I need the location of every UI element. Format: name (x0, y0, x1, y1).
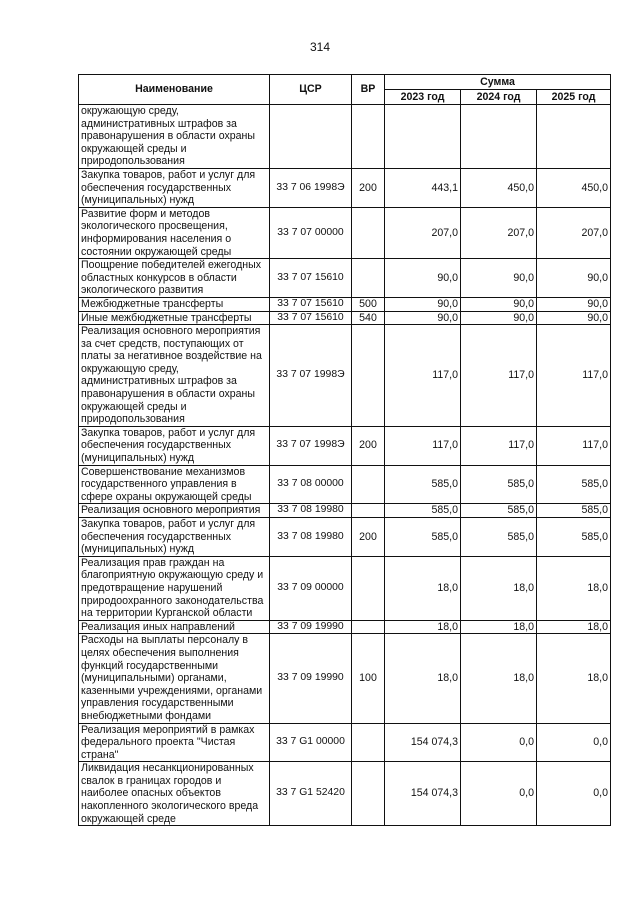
cell-name: Реализация основного мероприятия за счет средств, поступающих от платы за негативное воздействие на окружающую среду, административных штрафов за правонарушения в области охраны окружающей среды и природопользования (79, 325, 270, 427)
header-vr: ВР (352, 75, 385, 105)
cell-2024: 585,0 (461, 518, 537, 557)
cell-2024: 450,0 (461, 168, 537, 207)
cell-2025: 90,0 (537, 259, 611, 298)
cell-2025: 18,0 (537, 634, 611, 723)
cell-name: Закупка товаров, работ и услуг для обеспечения государственных (муниципальных) нужд (79, 518, 270, 557)
table-row (79, 426, 611, 465)
cell-csr: 33 7 09 19990 (270, 620, 352, 634)
cell-csr: 33 7 G1 00000 (270, 723, 352, 762)
cell-name: Расходы на выплаты персоналу в целях обеспечения выполнения функций государственными (муниципальными) органами, казенными учреждениями, органами управления государственными внебюджетными фондами (79, 634, 270, 723)
table-row (79, 311, 611, 325)
table-row (79, 634, 611, 723)
cell-2023: 443,1 (385, 168, 461, 207)
cell-vr (352, 620, 385, 634)
cell-2025: 18,0 (537, 620, 611, 634)
cell-2024: 207,0 (461, 207, 537, 258)
cell-2023: 90,0 (385, 311, 461, 325)
cell-vr (352, 207, 385, 258)
cell-vr (352, 504, 385, 518)
cell-csr: 33 7 07 00000 (270, 207, 352, 258)
table-row (79, 168, 611, 207)
cell-2023: 117,0 (385, 325, 461, 427)
cell-name: Реализация иных направлений (79, 620, 270, 634)
cell-2024: 90,0 (461, 259, 537, 298)
cell-vr (352, 259, 385, 298)
header-2025: 2025 год (537, 90, 611, 105)
cell-name: Реализация прав граждан на благоприятную окружающую среду и предотвращение нарушений природоохранного законодательства на территории Курганской области (79, 556, 270, 620)
cell-2024: 18,0 (461, 634, 537, 723)
cell-name: Реализация основного мероприятия (79, 504, 270, 518)
cell-2025 (537, 105, 611, 169)
header-2023: 2023 год (385, 90, 461, 105)
cell-csr: 33 7 07 1998Э (270, 426, 352, 465)
cell-vr: 500 (352, 297, 385, 311)
cell-2024: 117,0 (461, 325, 537, 427)
cell-name: Иные межбюджетные трансферты (79, 311, 270, 325)
cell-2025: 0,0 (537, 762, 611, 826)
cell-vr: 200 (352, 518, 385, 557)
cell-vr (352, 325, 385, 427)
cell-csr: 33 7 09 00000 (270, 556, 352, 620)
page-number: 314 (309, 40, 331, 54)
cell-2023: 585,0 (385, 465, 461, 504)
cell-vr (352, 762, 385, 826)
cell-csr: 33 7 07 15610 (270, 311, 352, 325)
table-body (79, 105, 611, 826)
cell-2025: 585,0 (537, 465, 611, 504)
cell-2023: 585,0 (385, 504, 461, 518)
header-2024: 2024 год (461, 90, 537, 105)
cell-csr (270, 105, 352, 169)
cell-2024: 585,0 (461, 465, 537, 504)
cell-2025: 90,0 (537, 311, 611, 325)
cell-2023: 18,0 (385, 634, 461, 723)
cell-csr: 33 7 09 19990 (270, 634, 352, 723)
cell-2023: 18,0 (385, 556, 461, 620)
table-row (79, 259, 611, 298)
table-row (79, 556, 611, 620)
cell-2024: 585,0 (461, 504, 537, 518)
cell-2025: 450,0 (537, 168, 611, 207)
cell-2024: 0,0 (461, 723, 537, 762)
cell-2025: 90,0 (537, 297, 611, 311)
cell-vr: 200 (352, 426, 385, 465)
cell-2023: 18,0 (385, 620, 461, 634)
cell-vr (352, 105, 385, 169)
table-row (79, 325, 611, 427)
cell-2025: 117,0 (537, 325, 611, 427)
cell-csr: 33 7 08 00000 (270, 465, 352, 504)
table-row (79, 105, 611, 169)
cell-csr: 33 7 07 15610 (270, 259, 352, 298)
cell-name: Развитие форм и методов экологического просвещения, информирования населения о состоянии окружающей среды (79, 207, 270, 258)
cell-2024: 117,0 (461, 426, 537, 465)
table-row (79, 620, 611, 634)
cell-vr (352, 465, 385, 504)
cell-2024: 18,0 (461, 620, 537, 634)
cell-2024: 90,0 (461, 297, 537, 311)
budget-table (78, 74, 611, 826)
cell-csr: 33 7 07 15610 (270, 297, 352, 311)
cell-name: окружающую среду, административных штрафов за правонарушения в области охраны окружающей среды и природопользования (79, 105, 270, 169)
table-row (79, 762, 611, 826)
cell-name: Закупка товаров, работ и услуг для обеспечения государственных (муниципальных) нужд (79, 168, 270, 207)
cell-2023: 154 074,3 (385, 762, 461, 826)
cell-2025: 18,0 (537, 556, 611, 620)
cell-csr: 33 7 06 1998Э (270, 168, 352, 207)
cell-2025: 585,0 (537, 518, 611, 557)
cell-2025: 0,0 (537, 723, 611, 762)
cell-2024: 90,0 (461, 311, 537, 325)
cell-2024: 0,0 (461, 762, 537, 826)
cell-2023: 117,0 (385, 426, 461, 465)
cell-2023 (385, 105, 461, 169)
cell-2023: 154 074,3 (385, 723, 461, 762)
table-row (79, 504, 611, 518)
cell-csr: 33 7 07 1998Э (270, 325, 352, 427)
cell-2024: 18,0 (461, 556, 537, 620)
table-row (79, 207, 611, 258)
cell-csr: 33 7 08 19980 (270, 518, 352, 557)
cell-vr (352, 556, 385, 620)
cell-vr: 200 (352, 168, 385, 207)
cell-vr (352, 723, 385, 762)
cell-name: Совершенствование механизмов государственного управления в сфере охраны окружающей среды (79, 465, 270, 504)
cell-csr: 33 7 G1 52420 (270, 762, 352, 826)
table-row (79, 518, 611, 557)
table-row (79, 723, 611, 762)
table-row (79, 465, 611, 504)
cell-name: Закупка товаров, работ и услуг для обеспечения государственных (муниципальных) нужд (79, 426, 270, 465)
cell-csr: 33 7 08 19980 (270, 504, 352, 518)
header-csr: ЦСР (270, 75, 352, 105)
cell-2025: 117,0 (537, 426, 611, 465)
cell-vr: 100 (352, 634, 385, 723)
cell-2024 (461, 105, 537, 169)
header-name: Наименование (79, 75, 270, 105)
table-row (79, 297, 611, 311)
cell-2023: 90,0 (385, 297, 461, 311)
cell-name: Межбюджетные трансферты (79, 297, 270, 311)
cell-name: Поощрение победителей ежегодных областных конкурсов в области экологического развития (79, 259, 270, 298)
cell-2023: 207,0 (385, 207, 461, 258)
cell-vr: 540 (352, 311, 385, 325)
cell-name: Ликвидация несанкционированных свалок в границах городов и наиболее опасных объектов накопленного экологического вреда окружающей среде (79, 762, 270, 826)
header-sum: Сумма (385, 75, 611, 90)
cell-2023: 585,0 (385, 518, 461, 557)
cell-2025: 207,0 (537, 207, 611, 258)
cell-2025: 585,0 (537, 504, 611, 518)
cell-name: Реализация мероприятий в рамках федерального проекта "Чистая страна" (79, 723, 270, 762)
cell-2023: 90,0 (385, 259, 461, 298)
